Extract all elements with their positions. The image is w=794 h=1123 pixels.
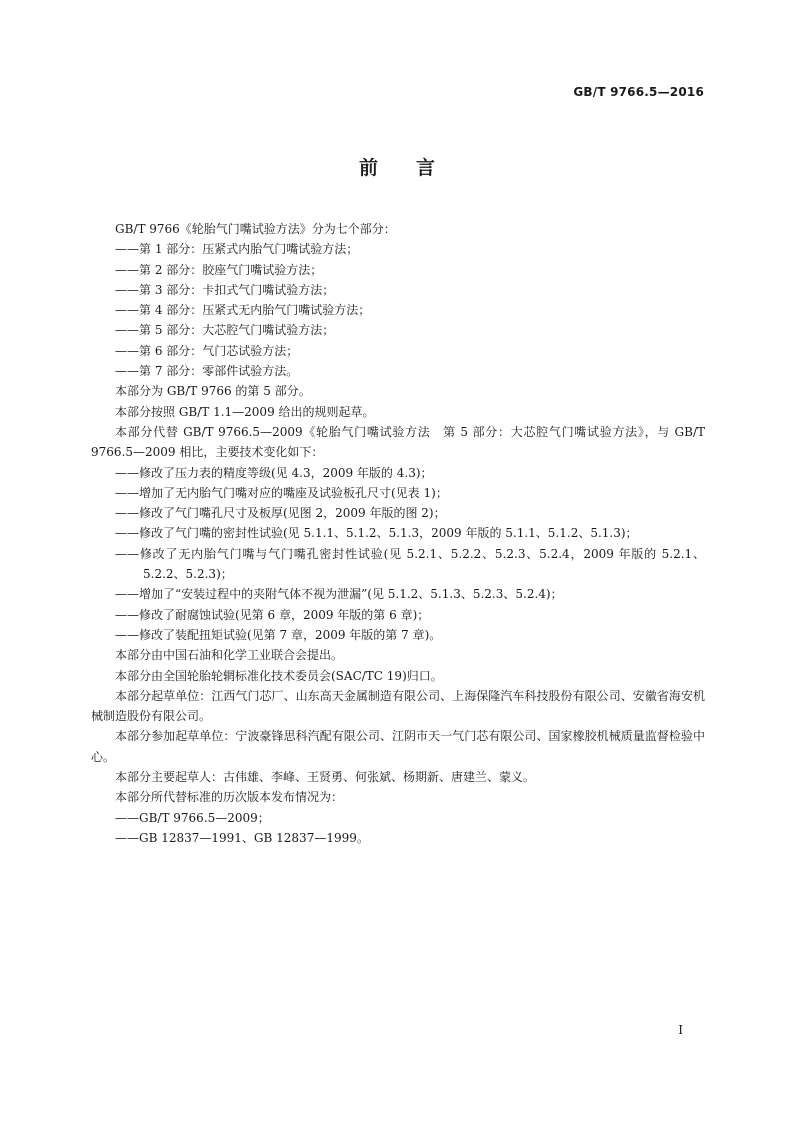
standard-code: GB/T 9766.5—2016 (573, 85, 704, 99)
title-char-1: 前 (358, 157, 378, 179)
paragraph-participating-units: 本部分参加起草单位：宁波豪锋思科汽配有限公司、江阴市天一气门芯有限公司、国家橡胶机械质量监督检验中心。 (91, 729, 705, 764)
list-item-part-4: ——第 4 部分：压紧式无内胎气门嘴试验方法； (115, 303, 371, 318)
paragraph-administered-by: 本部分由全国轮胎轮辋标准化技术委员会(SAC/TC 19)归口。 (115, 668, 443, 683)
paragraph-replaces: 本部分代替 GB/T 9766.5—2009《轮胎气门嘴试验方法 第 5 部分：大芯腔气门嘴试验方法》，与 GB/T 9766.5—2009 相比，主要技术变化如下： (91, 424, 705, 460)
change-item-1: ——修改了压力表的精度等级(见 4.3，2009 年版的 4.3)； (115, 465, 433, 480)
change-item-7: ——修改了耐腐蚀试验(见第 6 章，2009 年版的第 6 章)； (115, 607, 430, 622)
history-item-1: ——GB/T 9766.5—2009； (115, 810, 270, 825)
change-item-4: ——修改了气门嘴的密封性试验(见 5.1.1、5.1.2、5.1.3，2009 年版的 5.1.1、5.1.2、5.1.3)； (115, 526, 638, 541)
foreword-body (91, 219, 705, 848)
list-item-part-3: ——第 3 部分：卡扣式气门嘴试验方法； (115, 282, 335, 297)
change-item-3: ——修改了气门嘴孔尺寸及板厚(见图 2，2009 年版的图 2)； (115, 506, 446, 521)
paragraph-part-of: 本部分为 GB/T 9766 的第 5 部分。 (115, 384, 311, 399)
list-item-part-1: ——第 1 部分：压紧式内胎气门嘴试验方法； (115, 242, 359, 257)
change-item-5: ——修改了无内胎气门嘴与气门嘴孔密封性试验(见 5.2.1、5.2.2、5.2.3、5.2.4，2009 年版的 5.2.1、5.2.2、5.2.3)； (115, 546, 705, 582)
history-item-2: ——GB 12837—1991、GB 12837—1999。 (115, 830, 369, 845)
list-item-part-2: ——第 2 部分：胶座气门嘴试验方法； (115, 262, 323, 277)
page-title (0, 153, 794, 180)
list-item-part-5: ——第 5 部分：大芯腔气门嘴试验方法； (115, 323, 335, 338)
paragraph-drafting-rules: 本部分按照 GB/T 1.1—2009 给出的规则起草。 (115, 404, 375, 419)
change-item-6: ——增加了“安装过程中的夹附气体不视为泄漏”(见 5.1.2、5.1.3、5.2.3、5.2.4)； (115, 587, 563, 602)
paragraph-drafters: 本部分主要起草人：古伟雄、李峰、王贤勇、何张斌、杨期新、唐建兰、蒙义。 (115, 770, 536, 785)
change-item-2: ——增加了无内胎气门嘴对应的嘴座及试验板孔尺寸(见表 1)； (115, 485, 448, 500)
list-item-part-7: ——第 7 部分：零部件试验方法。 (115, 364, 299, 379)
paragraph-intro: GB/T 9766《轮胎气门嘴试验方法》分为七个部分： (115, 222, 396, 236)
list-item-part-6: ——第 6 部分：气门芯试验方法； (115, 343, 299, 358)
title-char-2: 言 (416, 157, 436, 179)
page-number: I (678, 1023, 683, 1037)
paragraph-drafting-units: 本部分起草单位：江西气门芯厂、山东高天金属制造有限公司、上海保隆汽车科技股份有限公司、安徽省海安机械制造股份有限公司。 (91, 688, 705, 724)
paragraph-history: 本部分所代替标准的历次版本发布情况为： (115, 790, 344, 805)
change-item-8: ——修改了装配扭矩试验(见第 7 章，2009 年版的第 7 章)。 (115, 627, 442, 642)
paragraph-proposed-by: 本部分由中国石油和化学工业联合会提出。 (115, 648, 344, 663)
